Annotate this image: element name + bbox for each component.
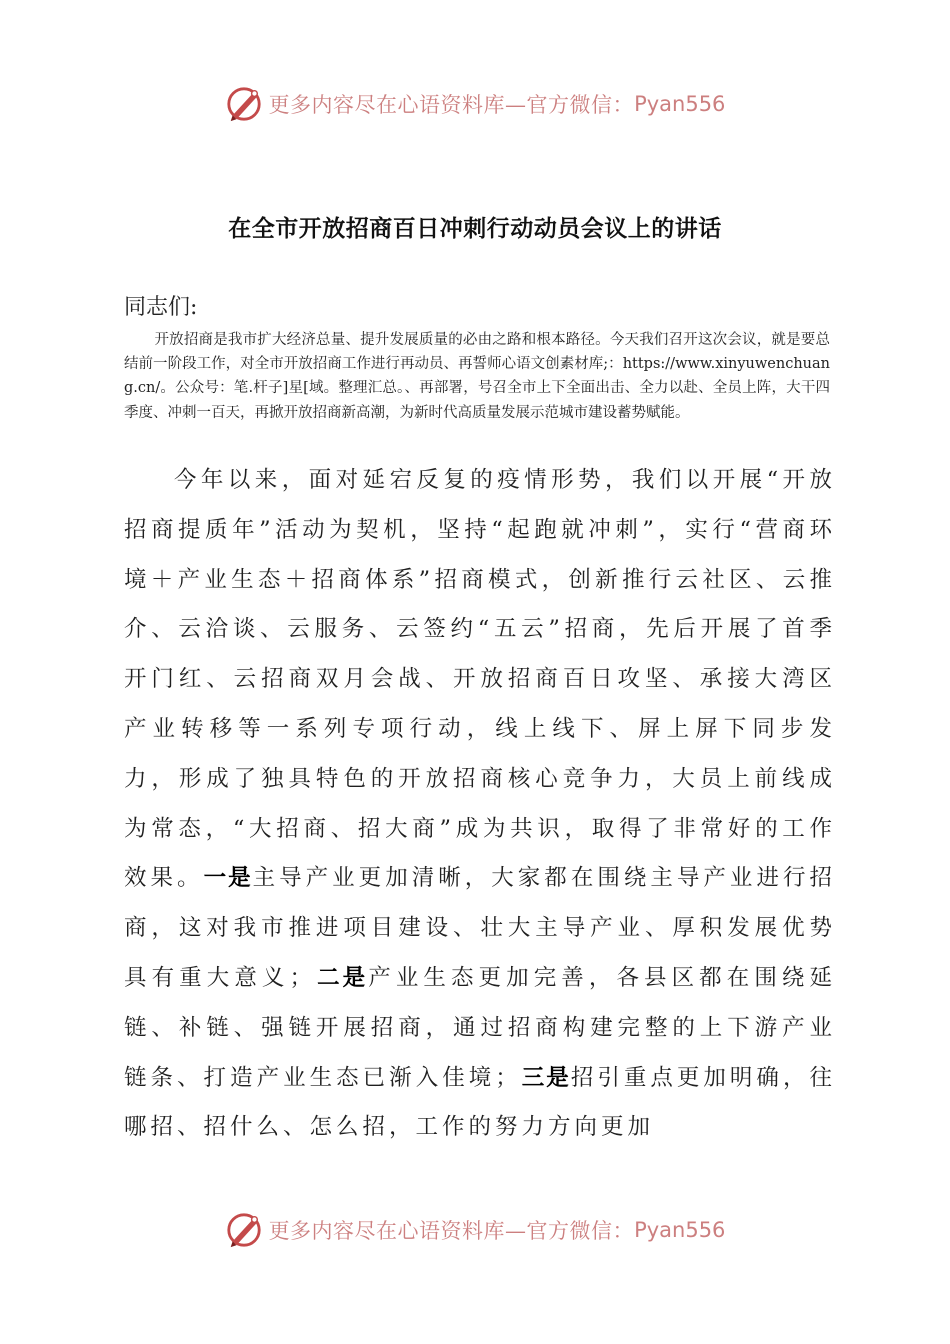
body-paragraph	[124, 456, 836, 1153]
greeting: 同志们:	[124, 295, 198, 320]
body-text-part1: 今年以来，面对延宕反复的疫情形势，我们以开展“开放招商提质年”活动为契机，坚持“起跑就冲刺”，实行“营商环境＋产业生态＋招商体系”招商模式，创新推行云社区、云推介、云洽谈、云服务、云签约“五云”招商，先后开展了首季开门红、云招商双月会战、开放招商百日攻坚、承接大湾区产业转移等一系列专项行动，线上线下、屏上屏下同步发力，形成了独具特色的开放招商核心竞争力，大员上前线成为常态，“大招商、招大商”成为共识，取得了非常好的工作效果。	[124, 467, 836, 892]
footer-banner	[0, 1208, 950, 1252]
marker-first: 一是	[203, 865, 253, 892]
banner-text: 更多内容尽在心语资料库—官方微信：	[268, 1219, 635, 1243]
pen-logo-icon	[225, 1211, 263, 1249]
body-text-part4: 招引重点更加明确，往哪招、招什么、怎么招，工作的努力方向更加	[124, 1064, 836, 1141]
body-text-part3: 产业生态更加完善，各县区都在围绕延链、补链、强链开展招商，通过招商构建完整的上下游产业链条、打造产业生态已渐入佳境；	[124, 964, 836, 1091]
marker-second: 二是	[315, 964, 369, 991]
body-text-part2: 主导产业更加清晰，大家都在围绕主导产业进行招商，这对我市推进项目建设、壮大主导产业、厚积发展优势具有重大意义；	[124, 865, 836, 991]
marker-third: 三是	[521, 1064, 571, 1091]
banner-wechat-id: Pyan556	[634, 92, 726, 116]
banner-text: 更多内容尽在心语资料库—官方微信：	[268, 93, 635, 117]
pen-logo-icon	[225, 85, 263, 123]
banner-wechat-id: Pyan556	[634, 1218, 726, 1242]
document-title: 在全市开放招商百日冲刺行动动员会议上的讲话	[228, 216, 722, 242]
header-banner	[0, 82, 950, 126]
intro-paragraph: 开放招商是我市扩大经济总量、提升发展质量的必由之路和根本路径。今天我们召开这次会议，就是要总结前一阶段工作，对全市开放招商工作进行再动员、再誓师心语文创素材库;：https://www.xinyuwenchuang.cn/。公众号：笔.杆子]星[域。整理汇总。、再部署，号召全市上下全面出击、全力以赴、全员上阵，大干四季度、冲刺一百天，再掀开放招商新高潮，为新时代高质量发展示范城市建设蓄势赋能。	[124, 332, 830, 421]
